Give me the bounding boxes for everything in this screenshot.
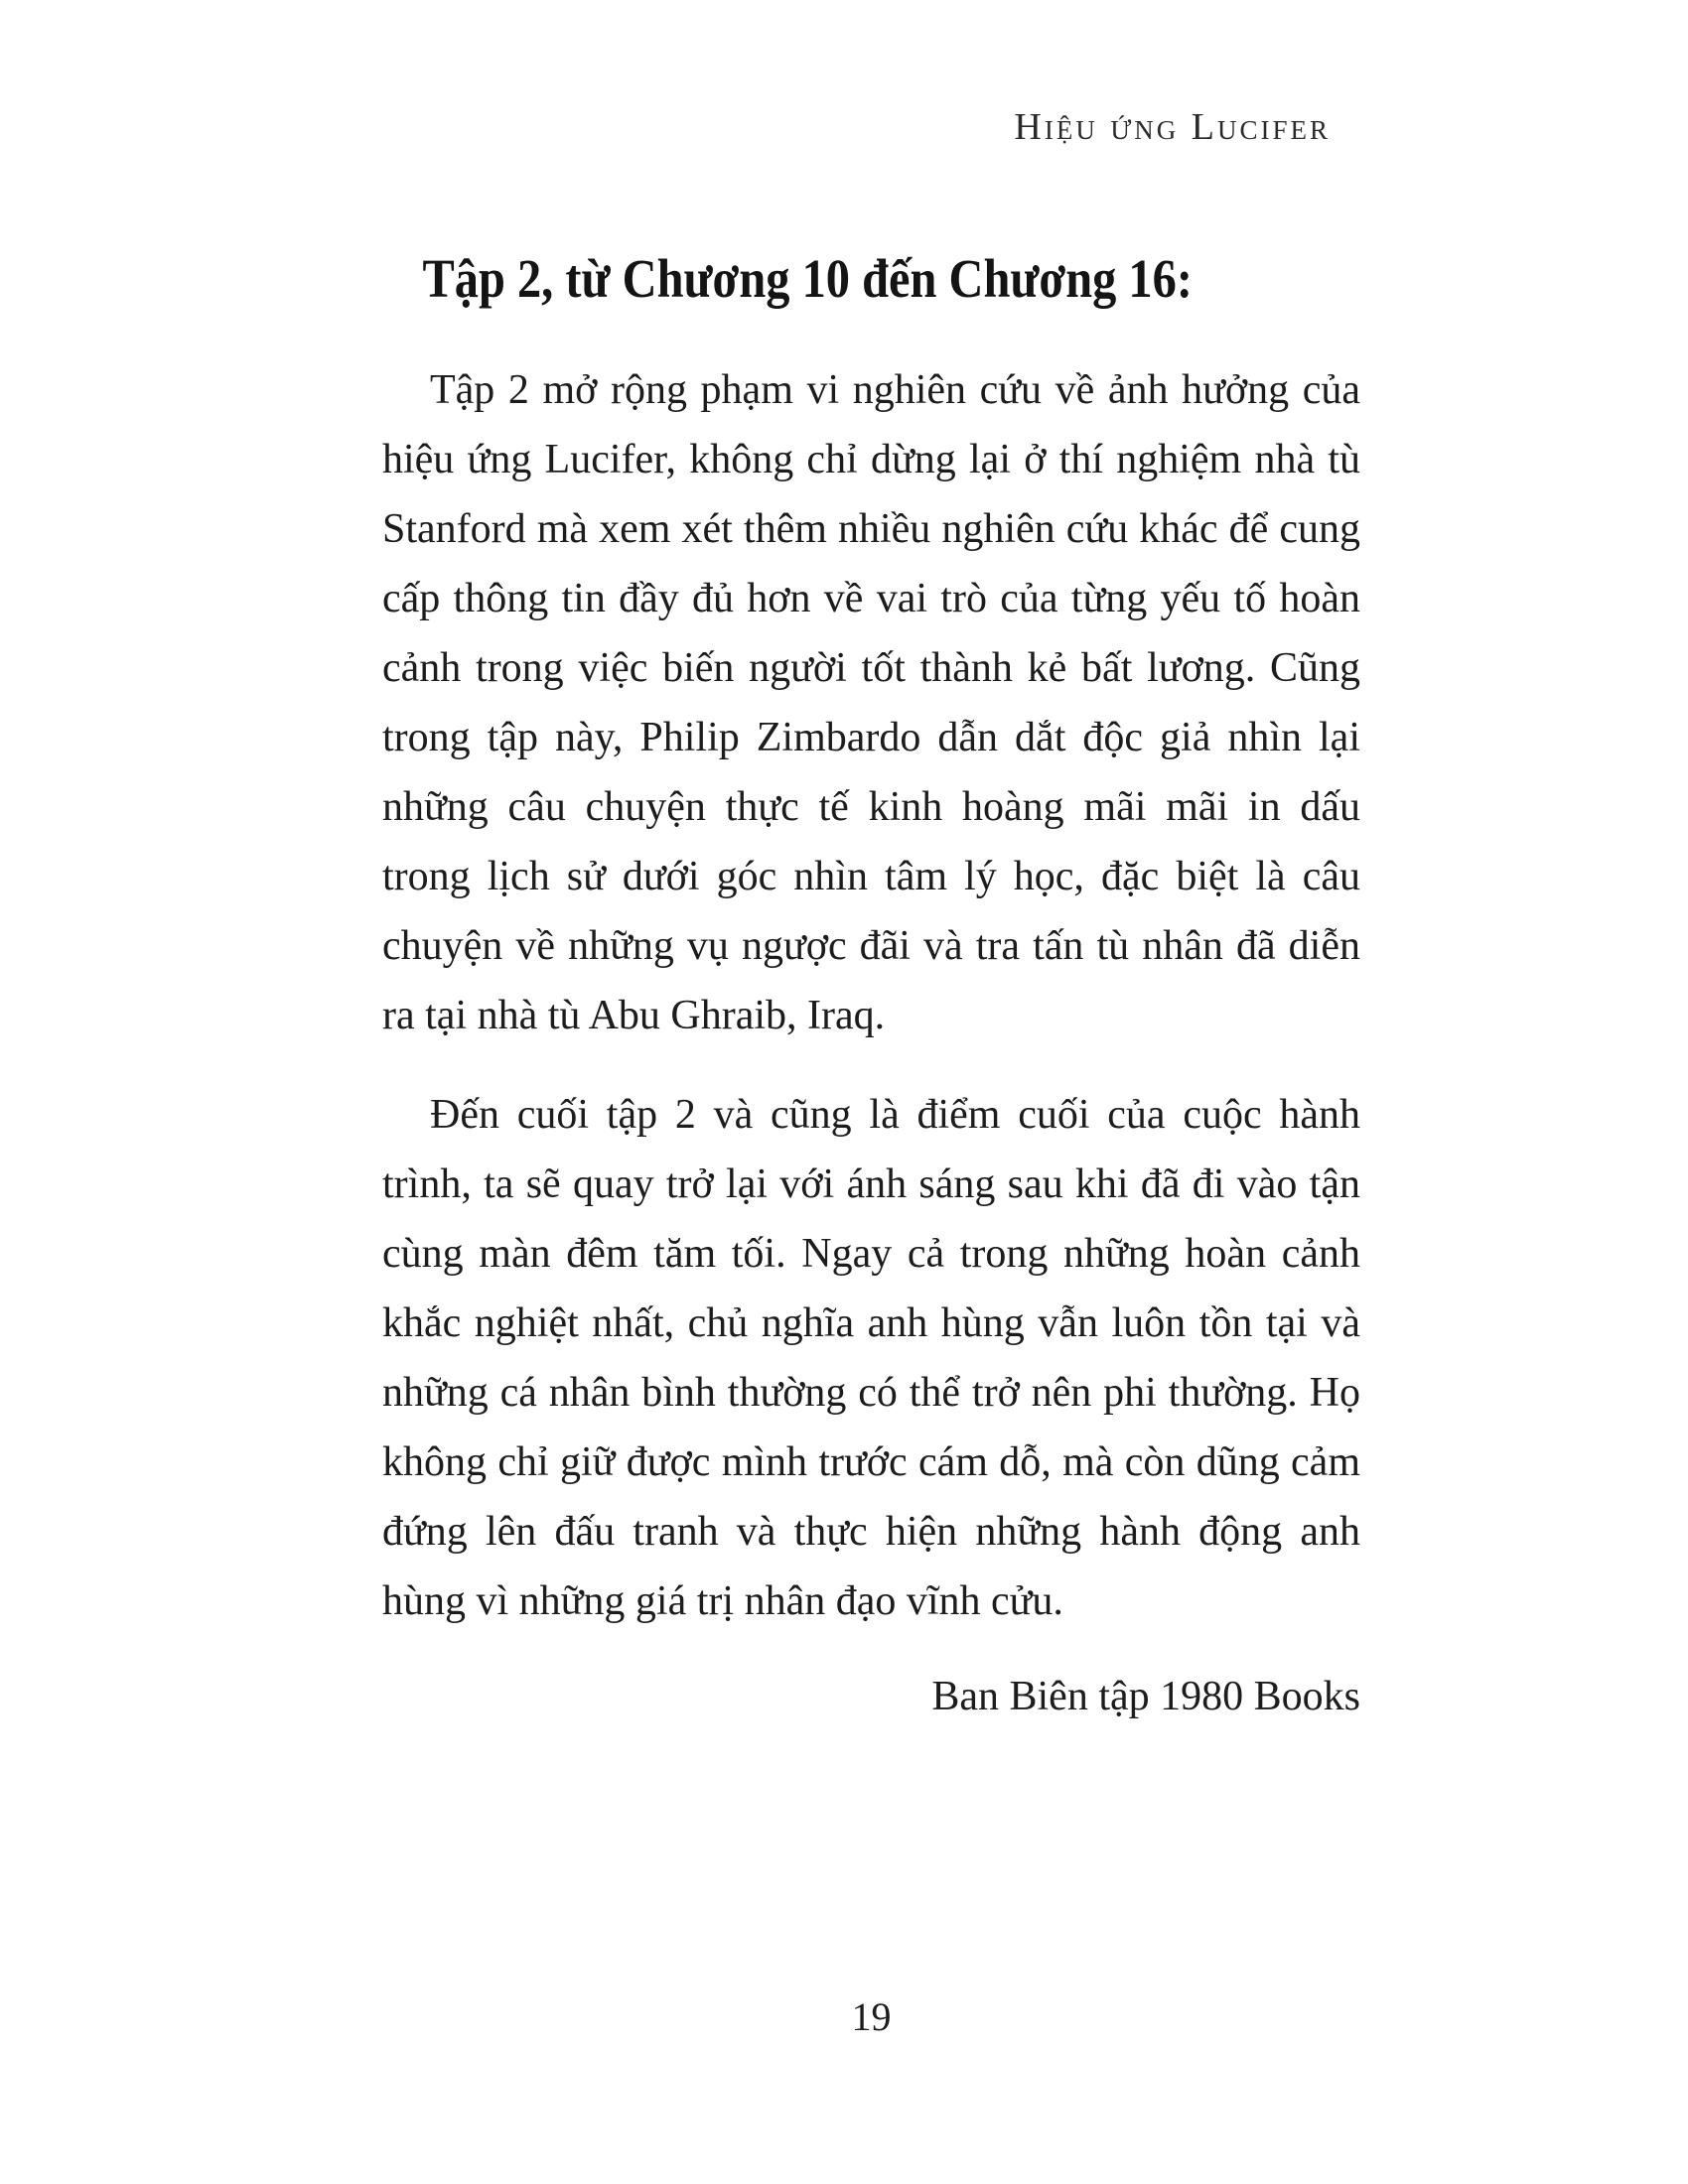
paragraph-closing: Đến cuối tập 2 và cũng là điểm cuối của cuộc hành trình, ta sẽ quay trở lại với ánh sáng sau khi đã đi vào tận cùng màn đêm tăm tối. Ngay cả trong những hoàn cảnh khắc nghiệt nhất, chủ nghĩa anh hùng vẫn luôn tồn tại và những cá nhân bình thường có thể trở nên phi thường. Họ không chỉ giữ được mình trước cám dỗ, mà còn dũng cảm đứng lên đấu tranh và thực hiện những hành động anh hùng vì những giá trị nhân đạo vĩnh cửu. bbox=[382, 1092, 1360, 1624]
attribution: Ban Biên tập 1980 Books bbox=[931, 1674, 1360, 1719]
running-head: Hiệu ứng Lucifer bbox=[1014, 106, 1331, 148]
section-heading: Tập 2, từ Chương 10 đến Chương 16: bbox=[422, 248, 1193, 309]
paragraph-volume-summary: Tập 2 mở rộng phạm vi nghiên cứu về ảnh hưởng của hiệu ứng Lucifer, không chỉ dừng lại ở thí nghiệm nhà tù Stanford mà xem xét thêm nhiều nghiên cứu khác để cung cấp thông tin đầy đủ hơn về vai trò của từng yếu tố hoàn cảnh trong việc biến người tốt thành kẻ bất lương. Cũng trong tập này, Philip Zimbardo dẫn dắt độc giả nhìn lại những câu chuyện thực tế kinh hoàng mãi mãi in dấu trong lịch sử dưới góc nhìn tâm lý học, đặc biệt là câu chuyện về những vụ ngược đãi và tra tấn tù nhân đã diễn ra tại nhà tù Abu Ghraib, Iraq. bbox=[382, 367, 1360, 1038]
page-content bbox=[382, 248, 1360, 1731]
page-number: 19 bbox=[851, 1994, 892, 2039]
